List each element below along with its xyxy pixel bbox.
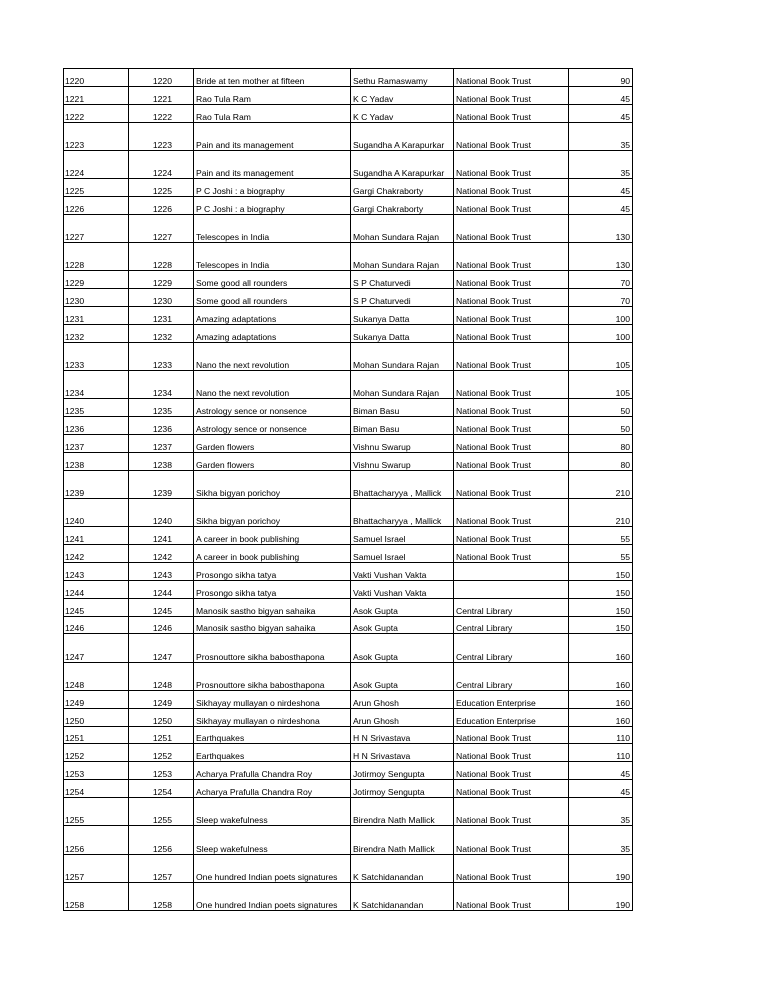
price-cell: 160 [569, 708, 633, 726]
title-cell: One hundred Indian poets signatures [194, 882, 351, 910]
price-cell: 190 [569, 854, 633, 882]
author-cell: Samuel Israel [351, 544, 454, 562]
title-cell: Telescopes in India [194, 243, 351, 271]
price-cell: 45 [569, 762, 633, 780]
price-cell: 50 [569, 417, 633, 435]
publisher-cell: National Book Trust [454, 324, 569, 342]
publisher-cell: National Book Trust [454, 452, 569, 470]
title-cell: Garden flowers [194, 452, 351, 470]
price-cell: 50 [569, 399, 633, 417]
publisher-cell: Education Enterprise [454, 690, 569, 708]
title-cell: Astrology sence or nonsence [194, 417, 351, 435]
accession-number-cell: 1246 [129, 616, 194, 634]
serial-number-cell: 1224 [64, 150, 129, 178]
price-cell: 110 [569, 726, 633, 744]
title-cell: Manosik sastho bigyan sahaika [194, 616, 351, 634]
table-row [64, 544, 633, 562]
serial-number-cell: 1220 [64, 69, 129, 87]
accession-number-cell: 1231 [129, 306, 194, 324]
price-cell: 45 [569, 104, 633, 122]
accession-number-cell: 1232 [129, 324, 194, 342]
price-cell: 70 [569, 271, 633, 289]
price-cell: 45 [569, 780, 633, 798]
table-row [64, 562, 633, 580]
serial-number-cell: 1237 [64, 434, 129, 452]
accession-number-cell: 1240 [129, 498, 194, 526]
accession-number-cell: 1243 [129, 562, 194, 580]
title-cell: Prosnouttore sikha babosthapona [194, 634, 351, 662]
table-row [64, 86, 633, 104]
title-cell: Pain and its management [194, 122, 351, 150]
accession-number-cell: 1252 [129, 744, 194, 762]
accession-number-cell: 1256 [129, 826, 194, 854]
price-cell: 80 [569, 452, 633, 470]
table-row [64, 434, 633, 452]
price-cell: 45 [569, 179, 633, 197]
author-cell: Birendra Nath Mallick [351, 826, 454, 854]
author-cell: Vishnu Swarup [351, 434, 454, 452]
price-cell: 105 [569, 370, 633, 398]
price-cell: 210 [569, 498, 633, 526]
serial-number-cell: 1251 [64, 726, 129, 744]
title-cell: Amazing adaptations [194, 324, 351, 342]
title-cell: Pain and its management [194, 150, 351, 178]
price-cell: 80 [569, 434, 633, 452]
table-row [64, 662, 633, 690]
author-cell: Sukanya Datta [351, 306, 454, 324]
publisher-cell: National Book Trust [454, 434, 569, 452]
accession-number-cell: 1247 [129, 634, 194, 662]
table-row [64, 452, 633, 470]
price-cell: 90 [569, 69, 633, 87]
price-cell: 130 [569, 214, 633, 242]
price-cell: 35 [569, 826, 633, 854]
table-row [64, 417, 633, 435]
author-cell: Jotirmoy Sengupta [351, 780, 454, 798]
price-cell: 70 [569, 289, 633, 307]
serial-number-cell: 1258 [64, 882, 129, 910]
accession-number-cell: 1235 [129, 399, 194, 417]
publisher-cell: National Book Trust [454, 86, 569, 104]
accession-number-cell: 1222 [129, 104, 194, 122]
publisher-cell: National Book Trust [454, 179, 569, 197]
serial-number-cell: 1235 [64, 399, 129, 417]
publisher-cell: National Book Trust [454, 470, 569, 498]
serial-number-cell: 1222 [64, 104, 129, 122]
table-row [64, 122, 633, 150]
publisher-cell: National Book Trust [454, 69, 569, 87]
serial-number-cell: 1256 [64, 826, 129, 854]
publisher-cell: National Book Trust [454, 104, 569, 122]
accession-number-cell: 1255 [129, 798, 194, 826]
author-cell: Jotirmoy Sengupta [351, 762, 454, 780]
author-cell: Gargi Chakraborty [351, 179, 454, 197]
author-cell: Mohan Sundara Rajan [351, 342, 454, 370]
table-row [64, 498, 633, 526]
accession-number-cell: 1253 [129, 762, 194, 780]
author-cell: Samuel Israel [351, 527, 454, 545]
title-cell: Nano the next revolution [194, 342, 351, 370]
title-cell: Earthquakes [194, 726, 351, 744]
title-cell: Sikha bigyan porichoy [194, 498, 351, 526]
accession-number-cell: 1226 [129, 196, 194, 214]
publisher-cell: National Book Trust [454, 417, 569, 435]
table-row [64, 744, 633, 762]
title-cell: A career in book publishing [194, 544, 351, 562]
title-cell: A career in book publishing [194, 527, 351, 545]
author-cell: Asok Gupta [351, 616, 454, 634]
table-row [64, 854, 633, 882]
publisher-cell: National Book Trust [454, 798, 569, 826]
price-cell: 55 [569, 544, 633, 562]
title-cell: Sleep wakefulness [194, 798, 351, 826]
table-row [64, 271, 633, 289]
serial-number-cell: 1228 [64, 243, 129, 271]
table-row [64, 150, 633, 178]
table-row [64, 598, 633, 616]
accession-number-cell: 1234 [129, 370, 194, 398]
author-cell: H N Srivastava [351, 726, 454, 744]
table-row [64, 762, 633, 780]
accession-number-cell: 1225 [129, 179, 194, 197]
serial-number-cell: 1236 [64, 417, 129, 435]
publisher-cell: National Book Trust [454, 498, 569, 526]
title-cell: Sikha bigyan porichoy [194, 470, 351, 498]
serial-number-cell: 1225 [64, 179, 129, 197]
table-row [64, 399, 633, 417]
price-cell: 210 [569, 470, 633, 498]
price-cell: 35 [569, 122, 633, 150]
serial-number-cell: 1243 [64, 562, 129, 580]
author-cell: Sukanya Datta [351, 324, 454, 342]
price-cell: 150 [569, 562, 633, 580]
accession-number-cell: 1241 [129, 527, 194, 545]
accession-number-cell: 1257 [129, 854, 194, 882]
table-row [64, 527, 633, 545]
table-row [64, 616, 633, 634]
publisher-cell: Central Library [454, 662, 569, 690]
table-row [64, 690, 633, 708]
publisher-cell: National Book Trust [454, 196, 569, 214]
publisher-cell [454, 580, 569, 598]
table-row [64, 882, 633, 910]
accession-number-cell: 1249 [129, 690, 194, 708]
table-row [64, 306, 633, 324]
price-cell: 45 [569, 196, 633, 214]
title-cell: Prosongo sikha tatya [194, 580, 351, 598]
author-cell: Vakti Vushan Vakta [351, 580, 454, 598]
table-row [64, 69, 633, 87]
serial-number-cell: 1221 [64, 86, 129, 104]
table-row [64, 214, 633, 242]
accession-number-cell: 1238 [129, 452, 194, 470]
author-cell: Arun Ghosh [351, 690, 454, 708]
accession-number-cell: 1236 [129, 417, 194, 435]
price-cell: 100 [569, 306, 633, 324]
title-cell: P C Joshi : a biography [194, 196, 351, 214]
publisher-cell: National Book Trust [454, 854, 569, 882]
serial-number-cell: 1249 [64, 690, 129, 708]
table-row [64, 370, 633, 398]
publisher-cell: National Book Trust [454, 243, 569, 271]
author-cell: Bhattacharyya , Mallick [351, 498, 454, 526]
title-cell: Bride at ten mother at fifteen [194, 69, 351, 87]
author-cell: Mohan Sundara Rajan [351, 214, 454, 242]
accession-number-cell: 1242 [129, 544, 194, 562]
publisher-cell: National Book Trust [454, 882, 569, 910]
price-cell: 190 [569, 882, 633, 910]
serial-number-cell: 1255 [64, 798, 129, 826]
author-cell: Birendra Nath Mallick [351, 798, 454, 826]
publisher-cell: National Book Trust [454, 544, 569, 562]
publisher-cell: National Book Trust [454, 826, 569, 854]
accession-number-cell: 1248 [129, 662, 194, 690]
title-cell: One hundred Indian poets signatures [194, 854, 351, 882]
author-cell: S P Chaturvedi [351, 271, 454, 289]
author-cell: Vishnu Swarup [351, 452, 454, 470]
price-cell: 160 [569, 634, 633, 662]
serial-number-cell: 1232 [64, 324, 129, 342]
author-cell: Sugandha A Karapurkar [351, 122, 454, 150]
accession-number-cell: 1223 [129, 122, 194, 150]
author-cell: Bhattacharyya , Mallick [351, 470, 454, 498]
serial-number-cell: 1245 [64, 598, 129, 616]
serial-number-cell: 1234 [64, 370, 129, 398]
title-cell: Rao Tula Ram [194, 104, 351, 122]
serial-number-cell: 1248 [64, 662, 129, 690]
author-cell: Vakti Vushan Vakta [351, 562, 454, 580]
author-cell: Asok Gupta [351, 598, 454, 616]
author-cell: Biman Basu [351, 399, 454, 417]
accession-number-cell: 1244 [129, 580, 194, 598]
price-cell: 45 [569, 86, 633, 104]
serial-number-cell: 1253 [64, 762, 129, 780]
title-cell: Manosik sastho bigyan sahaika [194, 598, 351, 616]
serial-number-cell: 1250 [64, 708, 129, 726]
publisher-cell: Central Library [454, 598, 569, 616]
table-row [64, 470, 633, 498]
title-cell: Astrology sence or nonsence [194, 399, 351, 417]
serial-number-cell: 1239 [64, 470, 129, 498]
accession-number-cell: 1237 [129, 434, 194, 452]
serial-number-cell: 1223 [64, 122, 129, 150]
serial-number-cell: 1252 [64, 744, 129, 762]
book-register-table [63, 68, 633, 911]
table-row [64, 324, 633, 342]
table-row [64, 798, 633, 826]
accession-number-cell: 1224 [129, 150, 194, 178]
price-cell: 35 [569, 798, 633, 826]
table-row [64, 342, 633, 370]
publisher-cell: National Book Trust [454, 150, 569, 178]
author-cell: Mohan Sundara Rajan [351, 243, 454, 271]
serial-number-cell: 1247 [64, 634, 129, 662]
serial-number-cell: 1233 [64, 342, 129, 370]
title-cell: Rao Tula Ram [194, 86, 351, 104]
title-cell: Amazing adaptations [194, 306, 351, 324]
accession-number-cell: 1251 [129, 726, 194, 744]
price-cell: 130 [569, 243, 633, 271]
serial-number-cell: 1240 [64, 498, 129, 526]
title-cell: Prosongo sikha tatya [194, 562, 351, 580]
publisher-cell: National Book Trust [454, 780, 569, 798]
publisher-cell: National Book Trust [454, 306, 569, 324]
publisher-cell: National Book Trust [454, 399, 569, 417]
accession-number-cell: 1245 [129, 598, 194, 616]
author-cell: S P Chaturvedi [351, 289, 454, 307]
table-row [64, 826, 633, 854]
price-cell: 150 [569, 580, 633, 598]
publisher-cell: National Book Trust [454, 214, 569, 242]
accession-number-cell: 1250 [129, 708, 194, 726]
serial-number-cell: 1231 [64, 306, 129, 324]
price-cell: 160 [569, 690, 633, 708]
price-cell: 150 [569, 598, 633, 616]
title-cell: Acharya Prafulla Chandra Roy [194, 762, 351, 780]
title-cell: P C Joshi : a biography [194, 179, 351, 197]
publisher-cell [454, 562, 569, 580]
table-row [64, 634, 633, 662]
title-cell: Earthquakes [194, 744, 351, 762]
accession-number-cell: 1229 [129, 271, 194, 289]
title-cell: Acharya Prafulla Chandra Roy [194, 780, 351, 798]
title-cell: Some good all rounders [194, 271, 351, 289]
author-cell: Sugandha A Karapurkar [351, 150, 454, 178]
accession-number-cell: 1228 [129, 243, 194, 271]
table-row [64, 179, 633, 197]
title-cell: Sikhayay mullayan o nirdeshona [194, 690, 351, 708]
author-cell: Arun Ghosh [351, 708, 454, 726]
serial-number-cell: 1230 [64, 289, 129, 307]
price-cell: 150 [569, 616, 633, 634]
publisher-cell: Central Library [454, 616, 569, 634]
author-cell: Asok Gupta [351, 634, 454, 662]
table-row [64, 580, 633, 598]
publisher-cell: National Book Trust [454, 726, 569, 744]
publisher-cell: National Book Trust [454, 370, 569, 398]
serial-number-cell: 1244 [64, 580, 129, 598]
accession-number-cell: 1254 [129, 780, 194, 798]
publisher-cell: National Book Trust [454, 271, 569, 289]
serial-number-cell: 1226 [64, 196, 129, 214]
title-cell: Garden flowers [194, 434, 351, 452]
author-cell: H N Srivastava [351, 744, 454, 762]
publisher-cell: National Book Trust [454, 762, 569, 780]
price-cell: 160 [569, 662, 633, 690]
serial-number-cell: 1242 [64, 544, 129, 562]
accession-number-cell: 1220 [129, 69, 194, 87]
table-row [64, 104, 633, 122]
title-cell: Telescopes in India [194, 214, 351, 242]
publisher-cell: National Book Trust [454, 744, 569, 762]
table-row [64, 243, 633, 271]
price-cell: 100 [569, 324, 633, 342]
serial-number-cell: 1257 [64, 854, 129, 882]
title-cell: Sleep wakefulness [194, 826, 351, 854]
table-row [64, 726, 633, 744]
author-cell: Asok Gupta [351, 662, 454, 690]
accession-number-cell: 1239 [129, 470, 194, 498]
price-cell: 35 [569, 150, 633, 178]
author-cell: K Satchidanandan [351, 854, 454, 882]
publisher-cell: Central Library [454, 634, 569, 662]
table-row [64, 780, 633, 798]
author-cell: K C Yadav [351, 104, 454, 122]
table-row [64, 708, 633, 726]
price-cell: 55 [569, 527, 633, 545]
serial-number-cell: 1246 [64, 616, 129, 634]
price-cell: 105 [569, 342, 633, 370]
serial-number-cell: 1227 [64, 214, 129, 242]
title-cell: Some good all rounders [194, 289, 351, 307]
author-cell: Gargi Chakraborty [351, 196, 454, 214]
table-body [64, 69, 633, 911]
accession-number-cell: 1233 [129, 342, 194, 370]
accession-number-cell: 1227 [129, 214, 194, 242]
author-cell: Mohan Sundara Rajan [351, 370, 454, 398]
title-cell: Sikhayay mullayan o nirdeshona [194, 708, 351, 726]
accession-number-cell: 1230 [129, 289, 194, 307]
serial-number-cell: 1254 [64, 780, 129, 798]
table-row [64, 196, 633, 214]
author-cell: K Satchidanandan [351, 882, 454, 910]
accession-number-cell: 1221 [129, 86, 194, 104]
publisher-cell: Education Enterprise [454, 708, 569, 726]
publisher-cell: National Book Trust [454, 342, 569, 370]
author-cell: Biman Basu [351, 417, 454, 435]
accession-number-cell: 1258 [129, 882, 194, 910]
title-cell: Nano the next revolution [194, 370, 351, 398]
author-cell: K C Yadav [351, 86, 454, 104]
publisher-cell: National Book Trust [454, 527, 569, 545]
publisher-cell: National Book Trust [454, 122, 569, 150]
serial-number-cell: 1241 [64, 527, 129, 545]
serial-number-cell: 1238 [64, 452, 129, 470]
serial-number-cell: 1229 [64, 271, 129, 289]
author-cell: Sethu Ramaswamy [351, 69, 454, 87]
price-cell: 110 [569, 744, 633, 762]
title-cell: Prosnouttore sikha babosthapona [194, 662, 351, 690]
table-row [64, 289, 633, 307]
publisher-cell: National Book Trust [454, 289, 569, 307]
